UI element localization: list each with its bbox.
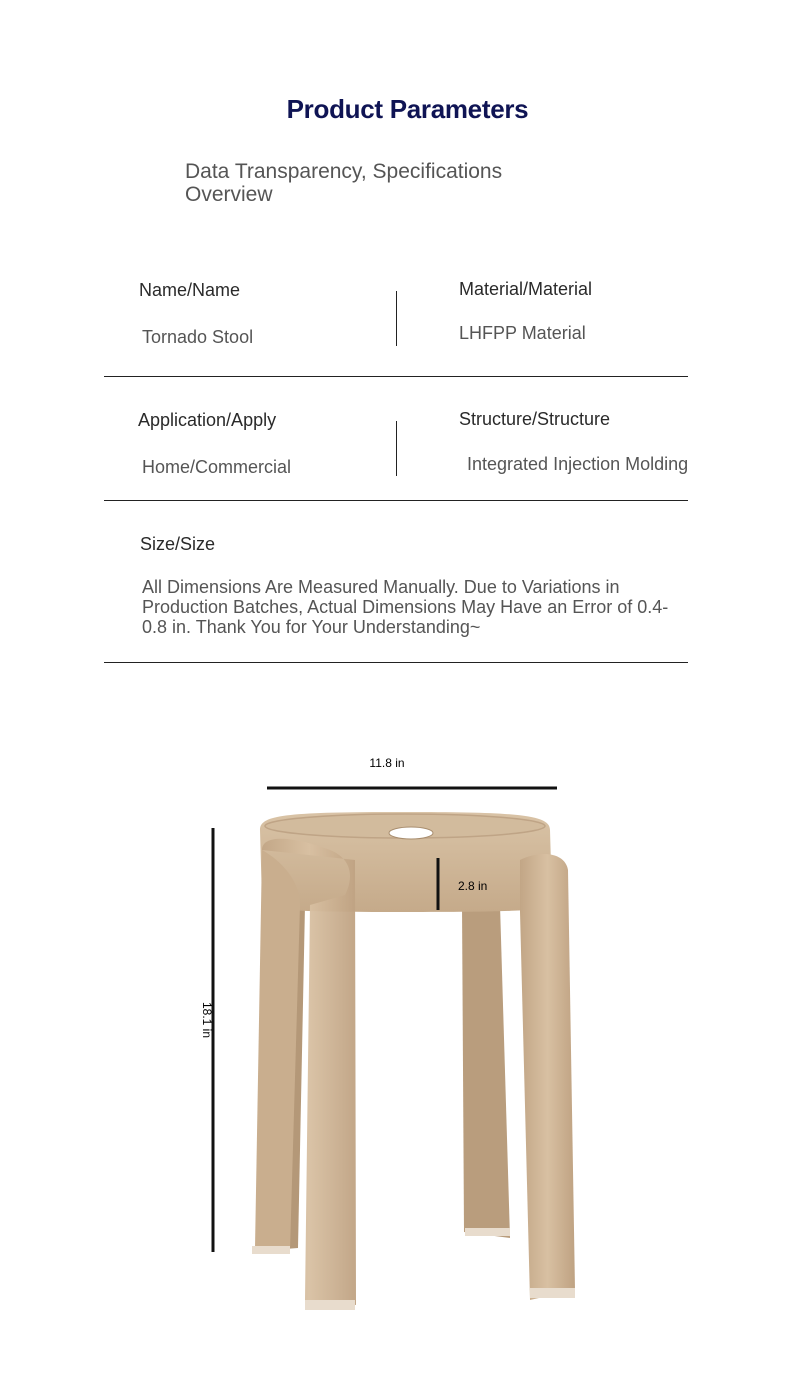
structure-label: Structure/Structure [459, 409, 611, 429]
name-label: Name/Name [139, 280, 241, 300]
stool-leg-front-right [520, 854, 575, 1300]
row-divider [104, 376, 688, 377]
application-label: Application/Apply [138, 410, 277, 430]
seat-thickness-dimension-label: 2.8 in [458, 879, 488, 893]
column-divider [396, 421, 397, 476]
application-value: Home/Commercial [142, 457, 292, 477]
size-note: All Dimensions Are Measured Manually. Due to Variations in Production Batches, Actual Dimensions May Have an Error of 0.4-0.8 in. Thank You for Your Understanding~ [142, 577, 669, 637]
row-divider [104, 500, 688, 501]
material-label: Material/Material [459, 279, 593, 299]
size-label: Size/Size [140, 534, 216, 554]
stool-illustration [0, 700, 790, 1360]
stool-foot-pad [252, 1246, 290, 1254]
stool-foot-pad [530, 1288, 575, 1298]
material-value: LHFPP Material [459, 323, 586, 343]
page-title: Product Parameters [286, 94, 529, 124]
width-dimension-label: 11.8 in [369, 756, 405, 770]
row-divider [104, 662, 688, 663]
height-dimension-label: 18.1 in [200, 1001, 214, 1039]
page-subtitle: Data Transparency, Specifications Overview [185, 160, 503, 206]
stool-leg-back-right [462, 905, 510, 1238]
structure-value: Integrated Injection Molding [467, 454, 689, 474]
stool-foot-pad [305, 1300, 355, 1310]
stool-handle-hole [389, 827, 433, 839]
name-value: Tornado Stool [142, 327, 254, 347]
column-divider [396, 291, 397, 346]
stool-foot-pad [465, 1228, 510, 1236]
